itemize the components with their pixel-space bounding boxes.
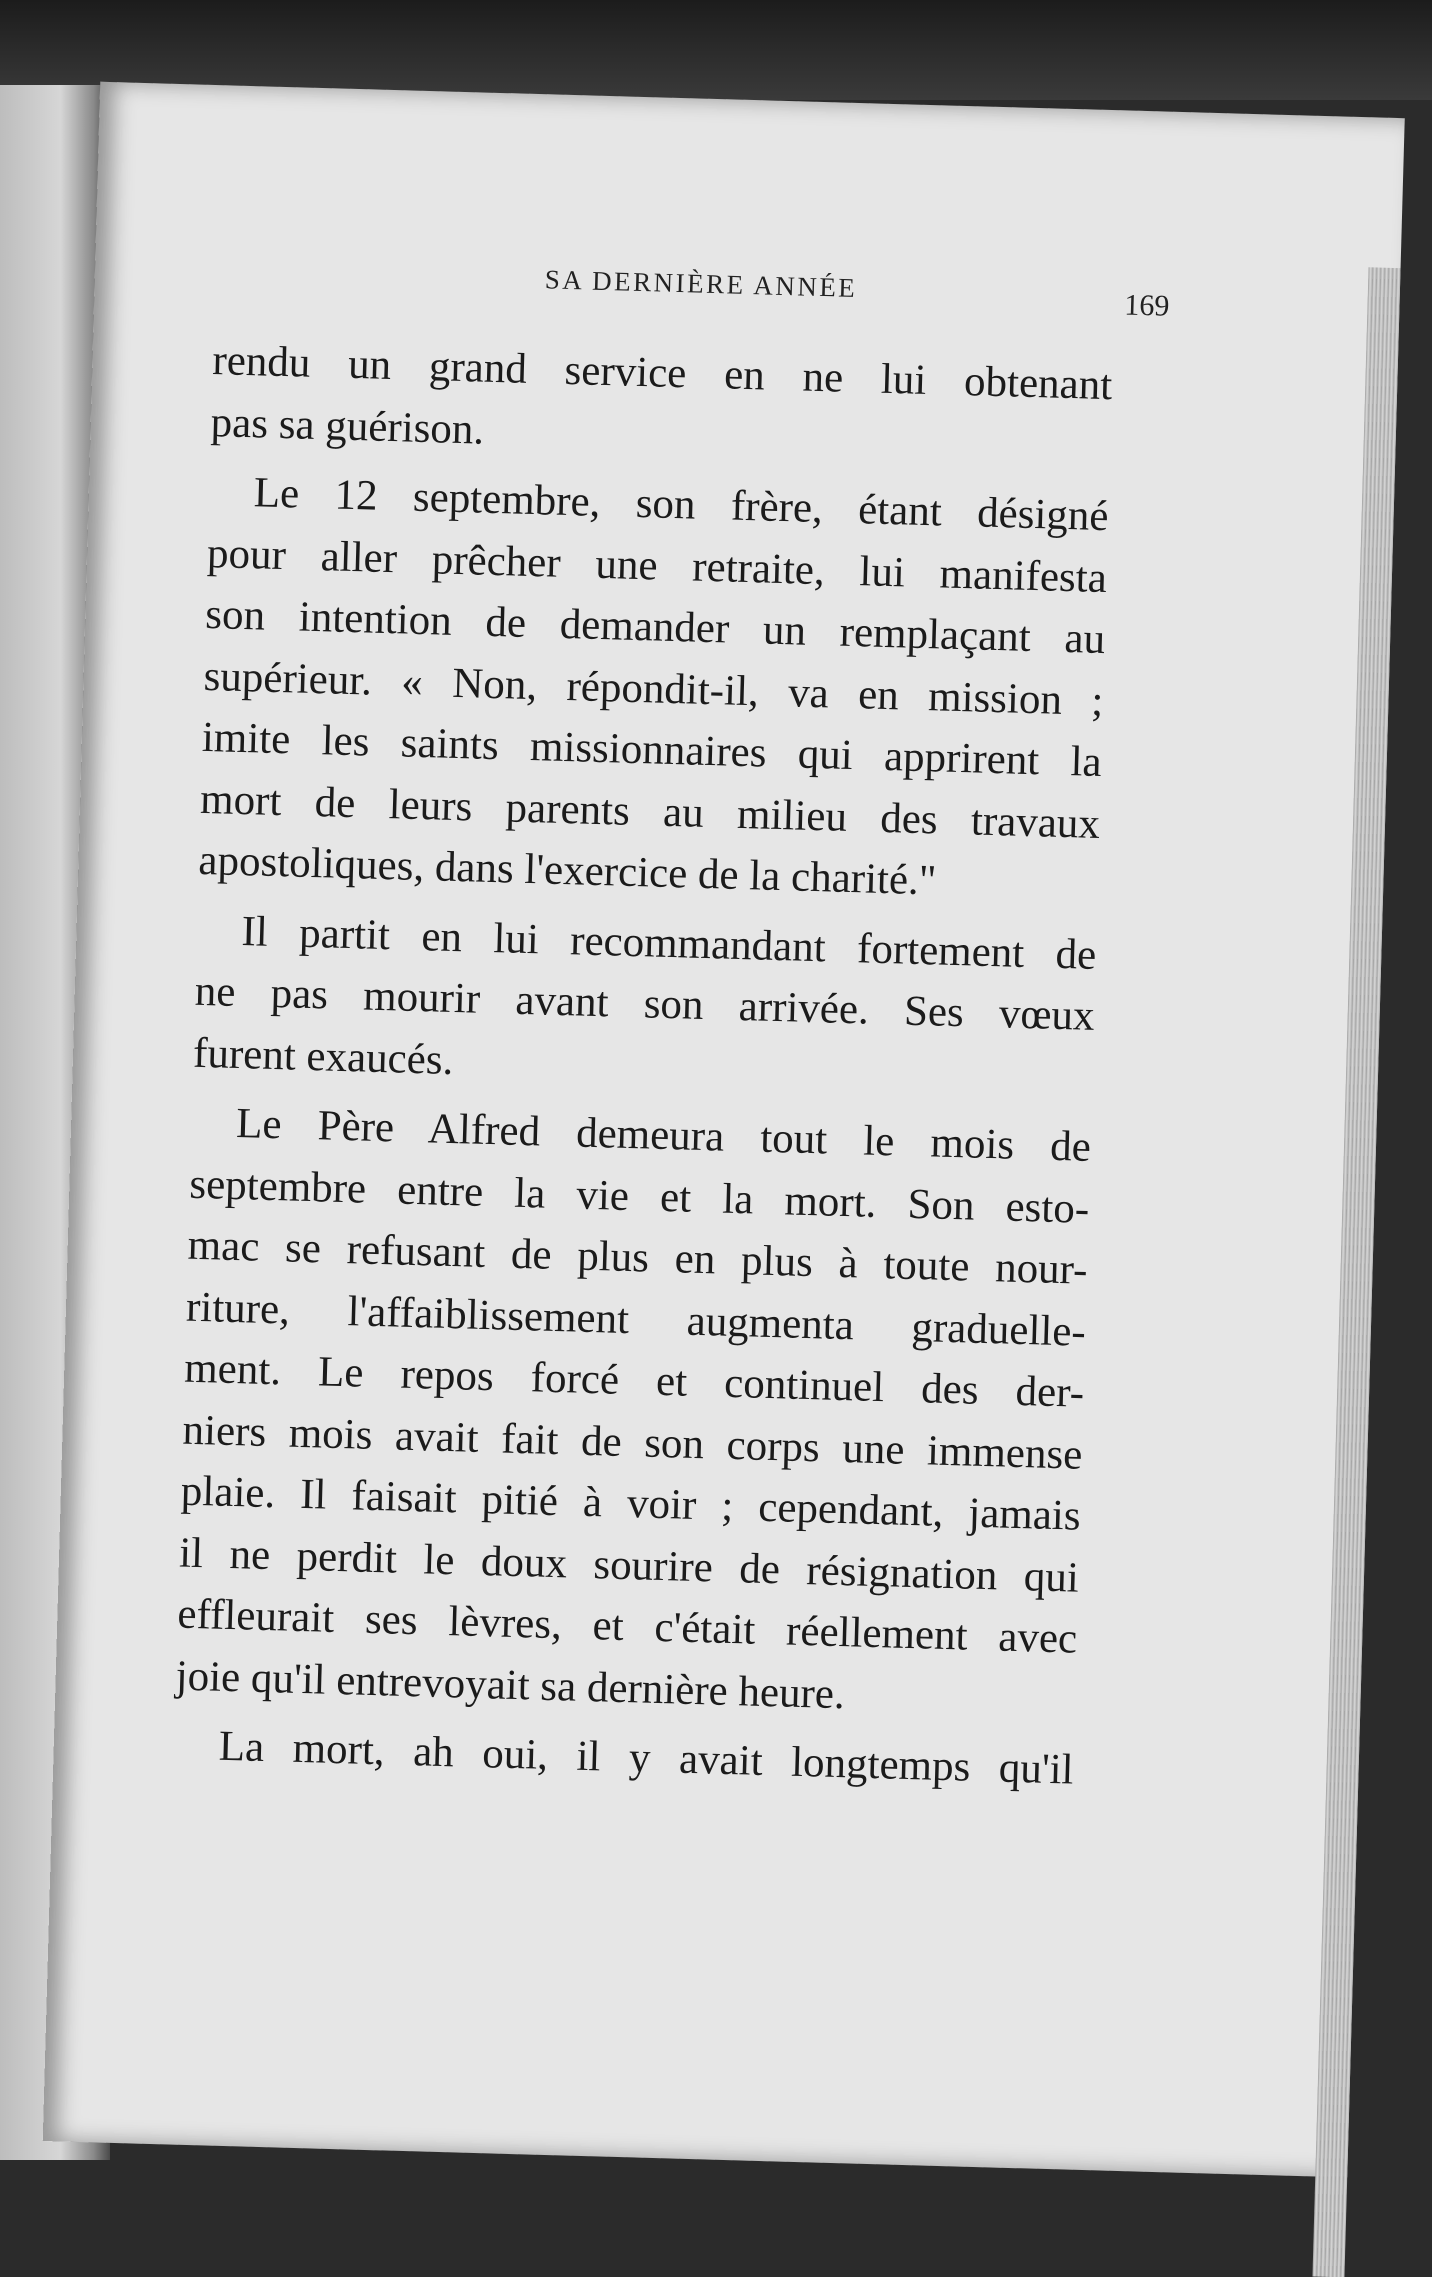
book-page (43, 82, 1405, 2178)
text-line: Le 12 septembre, son frère, étant désigné (253, 469, 1110, 541)
text-line: pas sa guérison. (210, 398, 485, 454)
text-line: ment. Le repos forcé et continuel des der- (183, 1344, 1085, 1417)
text-line: Le Père Alfred demeura tout le mois de (235, 1099, 1092, 1171)
text-line: Il partit en lui recommandant fortement de (240, 907, 1097, 979)
text-line: ne pas mourir avant son arrivée. Ses vœux (194, 967, 1096, 1040)
text-line: niers mois avait fait de son corps une immense (181, 1406, 1083, 1479)
text-line: La mort, ah oui, il y avait longtemps qu'il (218, 1722, 1075, 1794)
text-line: septembre entre la vie et la mort. Son esto- (188, 1160, 1090, 1233)
text-line: apostoliques, dans l'exercice de la charité." (197, 836, 938, 905)
text-line: il ne perdit le doux sourire de résignation qui (178, 1529, 1080, 1602)
text-line: plaie. Il faisait pitié à voir ; cependant, jamais (180, 1467, 1082, 1540)
text-line: imite les saints missionnaires qui apprirent la (201, 713, 1103, 786)
text-line: pour aller prêcher une retraite, lui manifesta (206, 529, 1108, 602)
text-line: supérieur. « Non, répondit-il, va en mission ; (203, 652, 1105, 725)
text-line: effleurait ses lèvres, et c'était réellement avec (176, 1590, 1078, 1663)
text-line: furent exaucés. (192, 1029, 454, 1084)
text-line: mort de leurs parents au milieu des travaux (199, 775, 1101, 848)
text-line: mac se refusant de plus en plus à toute nour- (187, 1221, 1089, 1294)
text-line: joie qu'il entrevoyait sa dernière heure. (175, 1652, 846, 1718)
text-line: riture, l'affaiblissement augmenta graduelle- (185, 1283, 1087, 1356)
page-number: 169 (1123, 288, 1170, 323)
text-line: rendu un grand service en ne lui obtenant (211, 337, 1113, 410)
text-line: son intention de demander un remplaçant au (204, 590, 1106, 664)
body-text (173, 330, 1113, 1801)
running-header: SA DERNIÈRE ANNÉE (544, 264, 858, 303)
page-stack-edge (1312, 267, 1400, 2277)
